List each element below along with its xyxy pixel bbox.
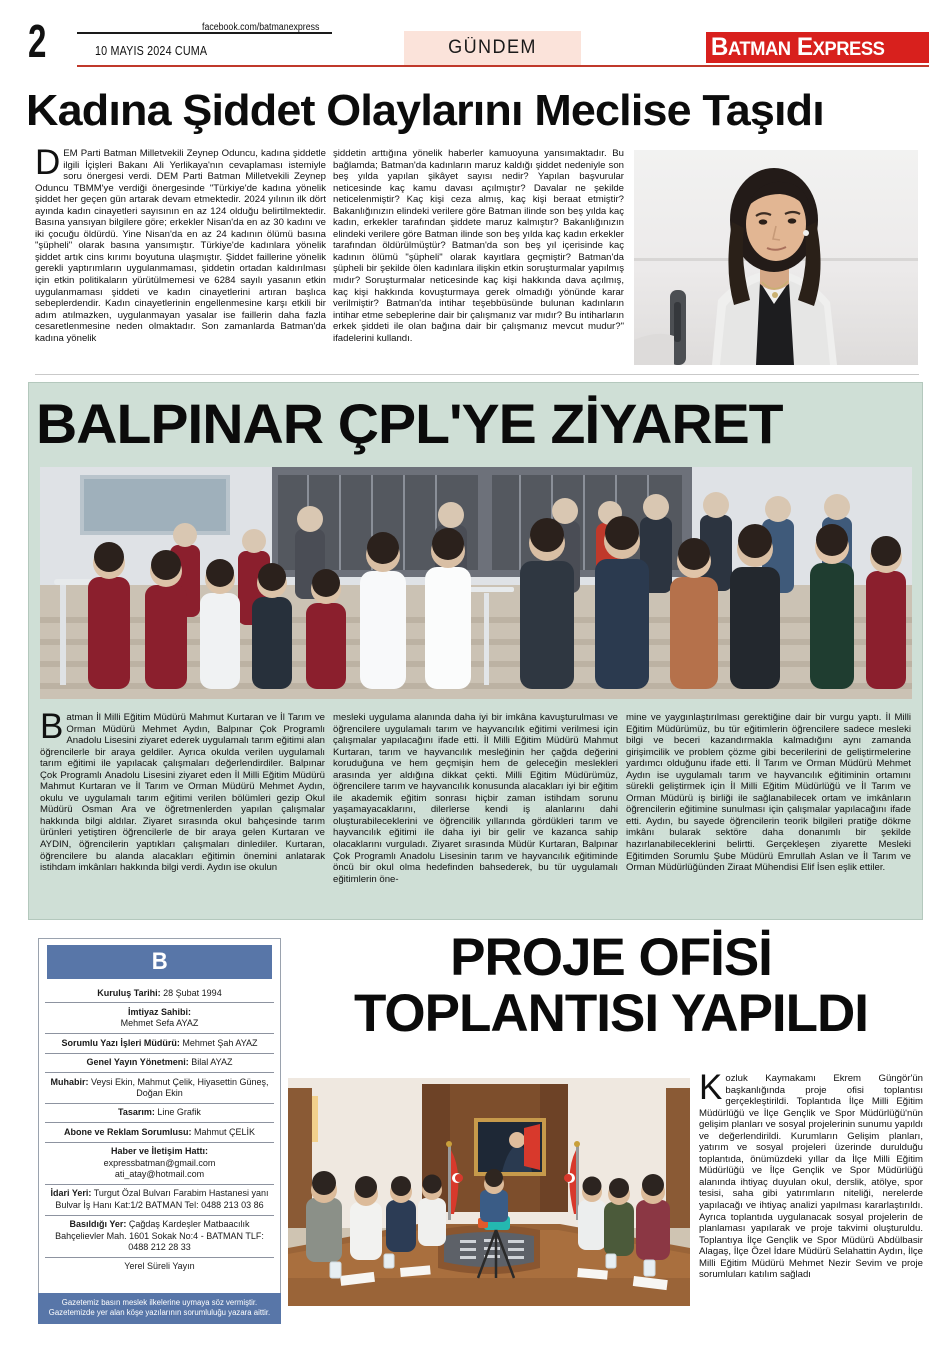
imprint-row-label: Kuruluş Tarihi:: [97, 987, 161, 998]
article3-col1-text: ozluk Kaymakamı Ekrem Güngör'ün başkanlığında proje ofisi toplantısı gerçekleştirildi. Toplantıda İlçe Milli Eğitim Müdürlüğü ve İlçe Gençlik ve Spor Müdürlüğü'nün gelişim planları ve sosyal projelerinin sunumu yapıldı ve değerlendirildi. Kurumların Gelişim planları, yatırım ve sosyal projeleri üzerinde durulduğu toplantıda, önümüzdeki yıllar da İlçe Milli Eğitim Müdürlüğü ve İlçe Gençlik ve Spor Müdürlüğü alanında ihtiyaç duyulan okul, derslik, atölye, spor tesisi, saha gibi yatırımların niteliği, nerelerde yapılacağı ve ihtiyaç analizi yapılması kararlaştırıldı. Ayrıca toplantıda uygulanacak sosyal projelerin de planlaması yapılarak ve proje takvimi oluşturuldu. Toplantıya İlçe Gençlik ve Spor Müdürü Abdülbasir Alagaş, İlçe Özel İdare Müdürü Selahattin Aydın, İlçe Milli Eğitim Müdürü Mehmet Nezir Sevim ve proje sorumluları katılım sağladı: [699, 1073, 923, 1281]
article3-photo: [288, 1078, 690, 1306]
article2-dropcap: B: [40, 707, 64, 746]
imprint-row-label: Sorumlu Yazı İşleri Müdürü:: [61, 1037, 180, 1048]
article3-headline-line2: TOPLANTISI YAPILDI: [353, 984, 869, 1043]
imprint-row-value: 28 Şubat 1994: [160, 987, 222, 998]
imprint-row: [45, 1257, 274, 1276]
article2-column-2: [333, 712, 618, 885]
article2-col2-text: mesleki uygulama alanında daha iyi bir imkâna kavuşturulması ve öğrencilere uygulamalı tarım ve hayvancılık eğitimi verilmesi için çalışmalar yapılacağını ifade etti. İl Milli Eğitim Müdürü Mahmut Kurtaran, tarım ve hayvancılık mesleğinin her çağda değerini koruduğuna ve hem geçmişin hem de geleceğin meslekleri arasında yer aldığına dikkat çekti. Milli Eğitim Müdürümüz, öğrencilere tarım ve hayvancılık konusunda alacakları iyi bir eğitim ile akademik eğitim sonrası hiçbir zaman istihdam sorunu yaşamayacaklarını, dilerlerse kendi iş alanlarını dahi oluşturabileceklerini ve öğrencilik yıllarında gördükleri tarım ve hayvancılık eğitimi ile daha iyi bir gelir ve kazanca sahip olacaklarını vurguladı. Ziyaret sırasında Müdür Kurtaran, Balpınar Çok Programlı Anadolu Lisesinin tarım ve hayvancılık eğitiminde öncü bir okul olma hedefinden bahsederek, bu tür uygulamalı eğitimlerin öne-: [333, 712, 618, 885]
imprint-row-label: Haber ve İletişim Hattı:: [110, 1146, 209, 1157]
article2-column-1: [40, 707, 325, 874]
imprint-row: [45, 1002, 274, 1033]
imprint-row-value: Bilal AYAZ: [188, 1057, 233, 1068]
imprint-row-label: Genel Yayın Yönetmeni:: [86, 1057, 189, 1068]
logo-word-express: EXPRESS: [796, 33, 885, 61]
imprint-row-label: Tasarım:: [118, 1107, 155, 1118]
imprint-row: [45, 1122, 274, 1141]
imprint-row-value: expressbatman@gmail.com ati_atay@hotmail.com: [103, 1157, 216, 1179]
page-header: [0, 0, 951, 80]
imprint-row-value: Yerel Süreli Yayın: [124, 1261, 195, 1272]
imprint-row-label: Abone ve Reklam Sorumlusu:: [63, 1126, 192, 1137]
newspaper-logo: [706, 32, 929, 63]
logo-word-batman: BATMAN: [710, 33, 791, 61]
newspaper-logo-text: [706, 32, 922, 63]
imprint-row: [45, 1184, 274, 1215]
imprint-row: [45, 1072, 274, 1103]
article1-col2-text: şiddetin arttığına yönelik haberler kamuoyuna yansımaktadır. Bu bağlamda; Batman'da kadınların maruz kaldığı şiddet nedeniyle son beş yılda yapılan şikâyet sayısı nedir? Yapılan başvurular neticesinde kaç kamu davası açılmıştır? Davalar ne şekilde neticelenmiştir? Kaç kişi ceza almış, kaç kişi beraat etmiştir? Bakanlığınızın elindeki verilere göre Batman ilinde son beş yılda kaç kadın, erkekler tarafından şiddete maruz kalmıştır? Bakanlığınızın elindeki verilere göre Batman ilinde son beş yılda kaç kadın erkekler tarafından öldürülmüştür? Batman'da son beş yıl içerisinde kaç kadının ölümü "şüpheli" olarak kayıtlara geçmiştir? Batman'da şüpheli bir şekilde ölen kadınlara ilişkin etkin soruşturmalar yapılmış mıdır? Soruşturmalar neticesinde kaç kişi hakkında dava açılmış, kaç kişi hakkında kovuşturmaya gerek olmadığı yönünde karar verilmiştir? Batman'da intihar teşebbüsünde bulunan kadınların intihar etme sebeplerine dair bir çalışmanız var mıdır? Bu intiharların erkek şiddeti ile olan bağına dair bir çalışmanız mevcut mudur?" ifadelerini kullandı.: [333, 148, 624, 344]
imprint-row: [45, 1215, 274, 1257]
imprint-row-label: Basıldığı Yer:: [69, 1219, 127, 1230]
section-badge: [404, 31, 581, 65]
article1-bottom-rule: [35, 374, 919, 375]
article1-column-1: [35, 143, 326, 344]
meeting-room-photo-proje-ofisi: [288, 1078, 690, 1306]
imprint-row-value: Mehmet Şah AYAZ: [179, 1037, 258, 1048]
portrait-photo-zeynep-oduncu: [634, 150, 918, 365]
article3-headline: [296, 930, 926, 1042]
imprint-logo-text: [52, 945, 268, 979]
article2-column-3: [626, 712, 911, 874]
article1-dropcap: D: [35, 143, 61, 182]
article2-photo: [40, 467, 912, 699]
article1-col1-text: EM Parti Batman Milletvekili Zeynep Oduncu, kadına şiddetle ilgili İçişleri Bakanı Ali Yerlikaya'nın cevaplaması istemiyle soru önergesi verdi. DEM Parti Batman Milletvekili Zeynep Oduncu TBMM'ye verdiği önergesinde "Türkiye'de kadına yönelik şiddet her geçen gün artarak devam etmektedir. 2024 yılının ilk dört ayında kadın cinayetleri sayısının en az 124 olduğu belirtilmektedir. Basına yansıyan bilgilere göre; erkekler Nisan'da en az 30 kadını ve iki çocuğu öldürdü. Yine Nisan'da en az 24 kadının ölümü basına "şüpheli" olarak basına yansımıştır. Türkiye'de kadınlara yönelik şiddet artık cins kırımı boyutuna ulaşmıştır. Şiddet faillerine yönelik gerekli yaptırımların uygulanmaması, şiddetin ortadan kaldırılması için etkin politikaların yürütülmemesi ve 6284 sayılı yasanın etkin uygulanmaması şiddeti ve kadın cinayetlerini artıran başlıca sebeplerdendir. Kadın cinayetlerinin engellenmesine karşı etkili bir adım atılmazken, uygulanmayan yasalar ise faillerin daha fazla cesaretlenmesine neden olmaktadır. Son zamanlarda Batman'da kadına yönelik: [35, 148, 326, 344]
article1-column-2: [333, 148, 624, 344]
imprint-row-value: Mahmut ÇELİK: [191, 1126, 256, 1137]
logo-express-rest: XPRESS: [812, 39, 885, 60]
imprint-row: [45, 1103, 274, 1122]
article3-column-1: [699, 1068, 923, 1281]
imprint-row-value: Line Grafik: [154, 1107, 201, 1118]
imprint-row-label: Muhabir:: [50, 1076, 89, 1087]
article1-headline: Kadına Şiddet Olaylarını Meclise Taşıdı: [26, 86, 824, 135]
imprint-row: [45, 1053, 274, 1072]
article3-headline-line1: PROJE OFİSİ: [450, 928, 772, 987]
imprint-row: [45, 984, 274, 1002]
imprint-row-label: İmtiyaz Sahibi:: [127, 1006, 191, 1017]
page-number: 2: [28, 15, 45, 67]
issue-date: 10 MAYIS 2024 CUMA: [95, 44, 208, 58]
imprint-logo: [47, 945, 272, 979]
imprint-rows: [45, 984, 274, 1276]
imprint-logo-word-batman: B: [151, 948, 168, 975]
article2-headline: BALPINAR ÇPL'YE ZİYARET: [36, 392, 783, 455]
imprint-row-label: İdari Yeri:: [50, 1188, 92, 1199]
group-photo-school-visit: [40, 467, 912, 699]
imprint-row-value: Veysi Ekin, Mahmut Çelik, Hiyasettin Güneş, Doğan Ekin: [88, 1076, 269, 1098]
imprint-row: [45, 1033, 274, 1052]
article1-photo: [634, 150, 918, 365]
facebook-handle: facebook.com/batmanexpress: [202, 22, 320, 33]
header-bottom-rule: [77, 65, 929, 67]
logo-batman-rest: ATMAN: [727, 39, 791, 60]
imprint-disclaimer: Gazetemiz basın meslek ilkelerine uymaya söz vermiştir. Gazetemizde yer alan köşe yazılarının sorumluluğu yazara aittir.: [38, 1293, 281, 1324]
section-label: GÜNDEM: [448, 37, 537, 58]
article3-dropcap: K: [699, 1068, 723, 1107]
article2-col3-text: mine ve yaygınlaştırılması gerektiğine dair bir vurgu yaptı. İl Milli Eğitim Müdürümüz, bu tür eğitimlerin öğrencilere sadece mesleki bilgi ve beceri kazandırmakla kalmadığını aynı zamanda girişimcilik ve problem çözme gibi becerilerini de geliştirmelerine yardımcı olduğunu ifade etti. İl Tarım ve Orman Müdürü Mehmet Aydın ise uygulamalı tarım ve hayvancılık eğitiminin ortamını sürekli geliştirmek için İl Milli Eğitim Müdürlüğü ve İl Tarım ve Orman Müdürü iş birliği ile sağlanabilecek ortam ve imkânların öğrencilerin eğitimine sunulması için çalışmalar yapılacağını ifade etti. Aydın, bu sayede öğrencilerin teorik bilgileri pratiğe dökme imkânı bularak sektöre daha donanımlı bir şekilde hazırlanabileceklerini belirtti. Gerçekleşen ziyarette Mesleki Eğitimden Sorumlu Şube Müdürü Emrullah Aslan ve İl Tarım ve Orman Müdürlüğünden Ziraat Mühendisi Elif İsen eşlik ettiler.: [626, 712, 911, 874]
article2-col1-text: atman İl Milli Eğitim Müdürü Mahmut Kurtaran ve İl Tarım ve Orman Müdürü Mehmet Aydın, Balpınar Çok Programlı Anadolu Lisesini ziyaret ederek uygulamalı tarım eğitimi alan öğrencilerle bir araya geldiler. Ayrıca okulda verilen uygulamalı tarım eğitimi ile yapılacak çalışmaları değerlendirdiler. Balpınar Çok Programlı Anadolu Lisesini ziyaret eden İl Milli Eğitim Müdürü Mahmut Kurtaran ve İl Tarım ve Orman Müdürü Mehmet Aydın, okulu ve uygulamalı tarım eğitimi verilen bölümleri gezip Okul Müdürü Osman Ara ve öğretmenlerden yapılan çalışmalar hakkında bilgi aldılar. Ziyaret sırasında okul bahçesinde tarım ürünleri yetiştiren öğrencilerle de bir araya gelen Kurtaran ve AYDIN, öğrencilerin yaptıkları çalışmaları dinlediler. Kurtaran, öğrencilere bu alanda alacakları eğitimin önemini anlatarak istihdam imkânları hakkında bilgi verdi. Aydın ise okulun: [40, 712, 325, 874]
imprint-row: [45, 1142, 274, 1184]
imprint-box: [38, 938, 281, 1324]
imprint-row-value: Turgut Özal Bulvarı Farabim Hastanesi yanı Bulvar İş Hanı Kat:1/2 BATMAN Tel: 0488 213 03 86: [55, 1188, 269, 1210]
imprint-row-value: Çağdaş Kardeşler Matbaacılık Bahçelievler Mah. 1601 Sokak No:4 - BATMAN TLF: 0488 212 28 33: [55, 1219, 264, 1252]
imprint-row-value: Mehmet Sefa AYAZ: [120, 1018, 199, 1029]
